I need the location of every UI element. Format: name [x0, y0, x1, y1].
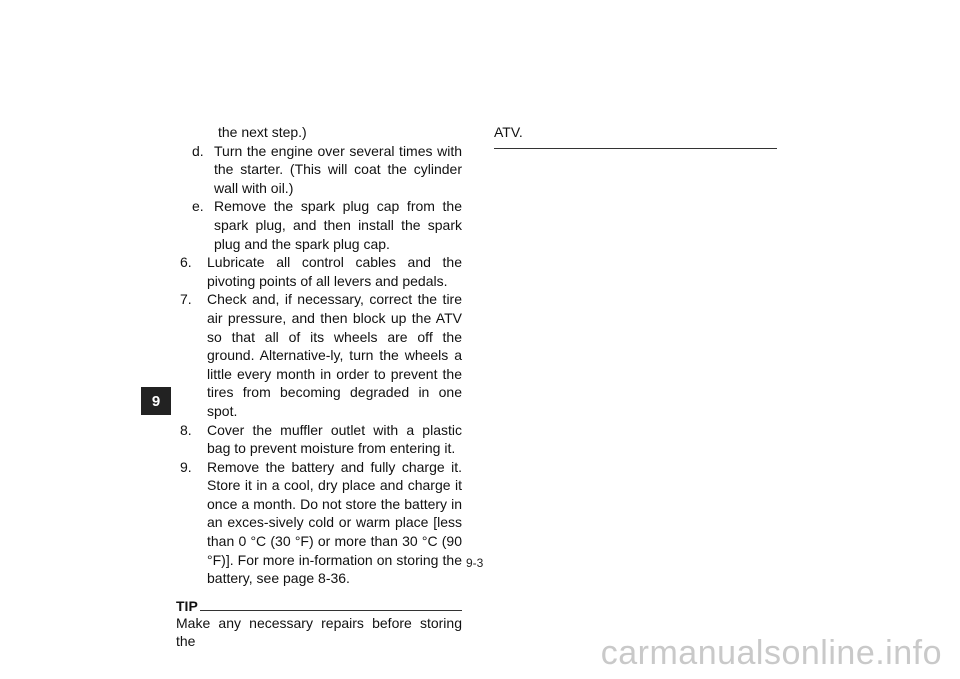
list-marker: 9. [180, 458, 192, 475]
list-text: Cover the muffler outlet with a plastic bag to prevent moisture from entering it. [207, 421, 462, 457]
watermark: carmanualsonline.info [600, 634, 942, 672]
tip-label: TIP [176, 597, 198, 614]
list-text: Remove the battery and fully charge it. Store it in a cool, dry place and charge it once a month. Do not store the battery in an exces-sively cold or warm place [less than 0 °C (30 °F) or more than 30 °C (90 °F)]. For more in-formation on storing the battery, see page 8-36. [207, 458, 462, 587]
section-tab: 9 [141, 387, 171, 415]
tip-heading [176, 598, 462, 614]
tip-text: Make any necessary repairs before storing the [176, 614, 462, 650]
tip-end-rule [494, 148, 777, 149]
list-text: Check and, if necessary, correct the tire air pressure, and then block up the ATV so that all of its wheels are off the ground. Alternative-ly, turn the wheels a little every month in order to prevent the tires from becoming degraded in one spot. [207, 291, 462, 419]
list-marker: 7. [180, 291, 192, 308]
list-marker: e. [192, 198, 204, 215]
list-text: Turn the engine over several times with the starter. (This will coat the cylinder wall with oil.) [214, 142, 462, 196]
right-column [494, 123, 777, 149]
list-item [176, 290, 462, 420]
tip-rule [200, 610, 462, 611]
list-item [176, 421, 462, 458]
list-item [176, 253, 462, 290]
list-item [176, 142, 462, 198]
list-marker: 8. [180, 421, 192, 438]
continuation-text: the next step.) [218, 124, 307, 140]
list-item [176, 458, 462, 588]
list-text: Lubricate all control cables and the pivoting points of all levers and pedals. [207, 254, 462, 289]
list-marker: d. [192, 142, 204, 159]
list-text: Remove the spark plug cap from the spark plug, and then install the spark plug and the spark plug cap. [214, 198, 462, 252]
tip-continuation-text: ATV. [494, 124, 523, 140]
list-marker: 6. [180, 254, 192, 271]
left-column [176, 123, 462, 651]
page-number: 9-3 [466, 556, 484, 570]
list-item [176, 197, 462, 253]
